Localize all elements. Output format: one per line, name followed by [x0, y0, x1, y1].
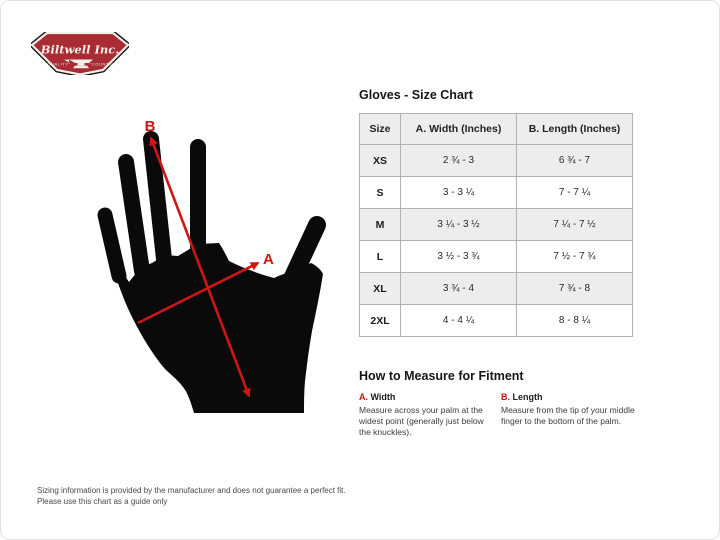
biltwell-logo	[31, 32, 129, 75]
table-row	[360, 241, 633, 273]
label-b: B	[144, 118, 156, 135]
sizing-disclaimer	[37, 486, 346, 508]
how-to-measure-section	[359, 392, 649, 438]
hand-measurement-diagram	[61, 91, 361, 451]
disclaimer-line-1: Sizing information is provided by the manufacturer and does not guarantee a perfect fit.	[37, 486, 346, 495]
length-cell: 7 ½ - 7 ¾	[517, 241, 633, 273]
measure-letter: B.	[501, 392, 510, 402]
measure-description: Measure from the tip of your middle finger to the bottom of the palm.	[501, 405, 635, 427]
col-header-size: Size	[360, 114, 401, 145]
measure-label	[359, 392, 497, 402]
length-cell: 7 ¾ - 8	[517, 273, 633, 305]
length-cell: 7 ¼ - 7 ½	[517, 209, 633, 241]
length-cell: 8 - 8 ¼	[517, 305, 633, 337]
size-cell: L	[360, 241, 401, 273]
table-row	[360, 305, 633, 337]
measure-name: Length	[512, 392, 543, 402]
width-cell: 3 - 3 ¼	[401, 177, 517, 209]
table-row	[360, 145, 633, 177]
table-header-row	[360, 114, 633, 145]
length-cell: 6 ¾ - 7	[517, 145, 633, 177]
measure-name: Width	[370, 392, 396, 402]
table-row	[360, 209, 633, 241]
size-chart-table	[359, 113, 633, 337]
measure-letter: A.	[359, 392, 368, 402]
width-cell: 4 - 4 ¼	[401, 305, 517, 337]
size-cell: XS	[360, 145, 401, 177]
disclaimer-line-2: Please use this chart as a guide only	[37, 496, 168, 506]
measure-label	[501, 392, 649, 402]
logo-tagline-left: "QUALITY"	[45, 61, 71, 67]
width-cell: 2 ¾ - 3	[401, 145, 517, 177]
table-row	[360, 273, 633, 305]
col-header-width: A. Width (Inches)	[401, 114, 517, 145]
col-header-length: B. Length (Inches)	[517, 114, 633, 145]
size-cell: M	[360, 209, 401, 241]
how-to-measure-title: How to Measure for Fitment	[359, 369, 524, 383]
logo-tagline-right: "COUNTS"	[89, 61, 115, 67]
hand-silhouette	[105, 139, 323, 413]
width-cell: 3 ¾ - 4	[401, 273, 517, 305]
width-cell: 3 ¼ - 3 ½	[401, 209, 517, 241]
logo-brand-text: Biltwell Inc.	[40, 42, 120, 57]
size-cell: XL	[360, 273, 401, 305]
width-cell: 3 ½ - 3 ¾	[401, 241, 517, 273]
measure-item-width	[359, 392, 497, 438]
size-cell: 2XL	[360, 305, 401, 337]
measure-description: Measure across your palm at the widest point (generally just below the knuckles).	[359, 405, 484, 438]
table-row	[360, 177, 633, 209]
length-cell: 7 - 7 ¼	[517, 177, 633, 209]
size-cell: S	[360, 177, 401, 209]
size-chart-title: Gloves - Size Chart	[359, 88, 473, 102]
label-a: A	[263, 251, 274, 268]
measure-item-length	[501, 392, 649, 438]
